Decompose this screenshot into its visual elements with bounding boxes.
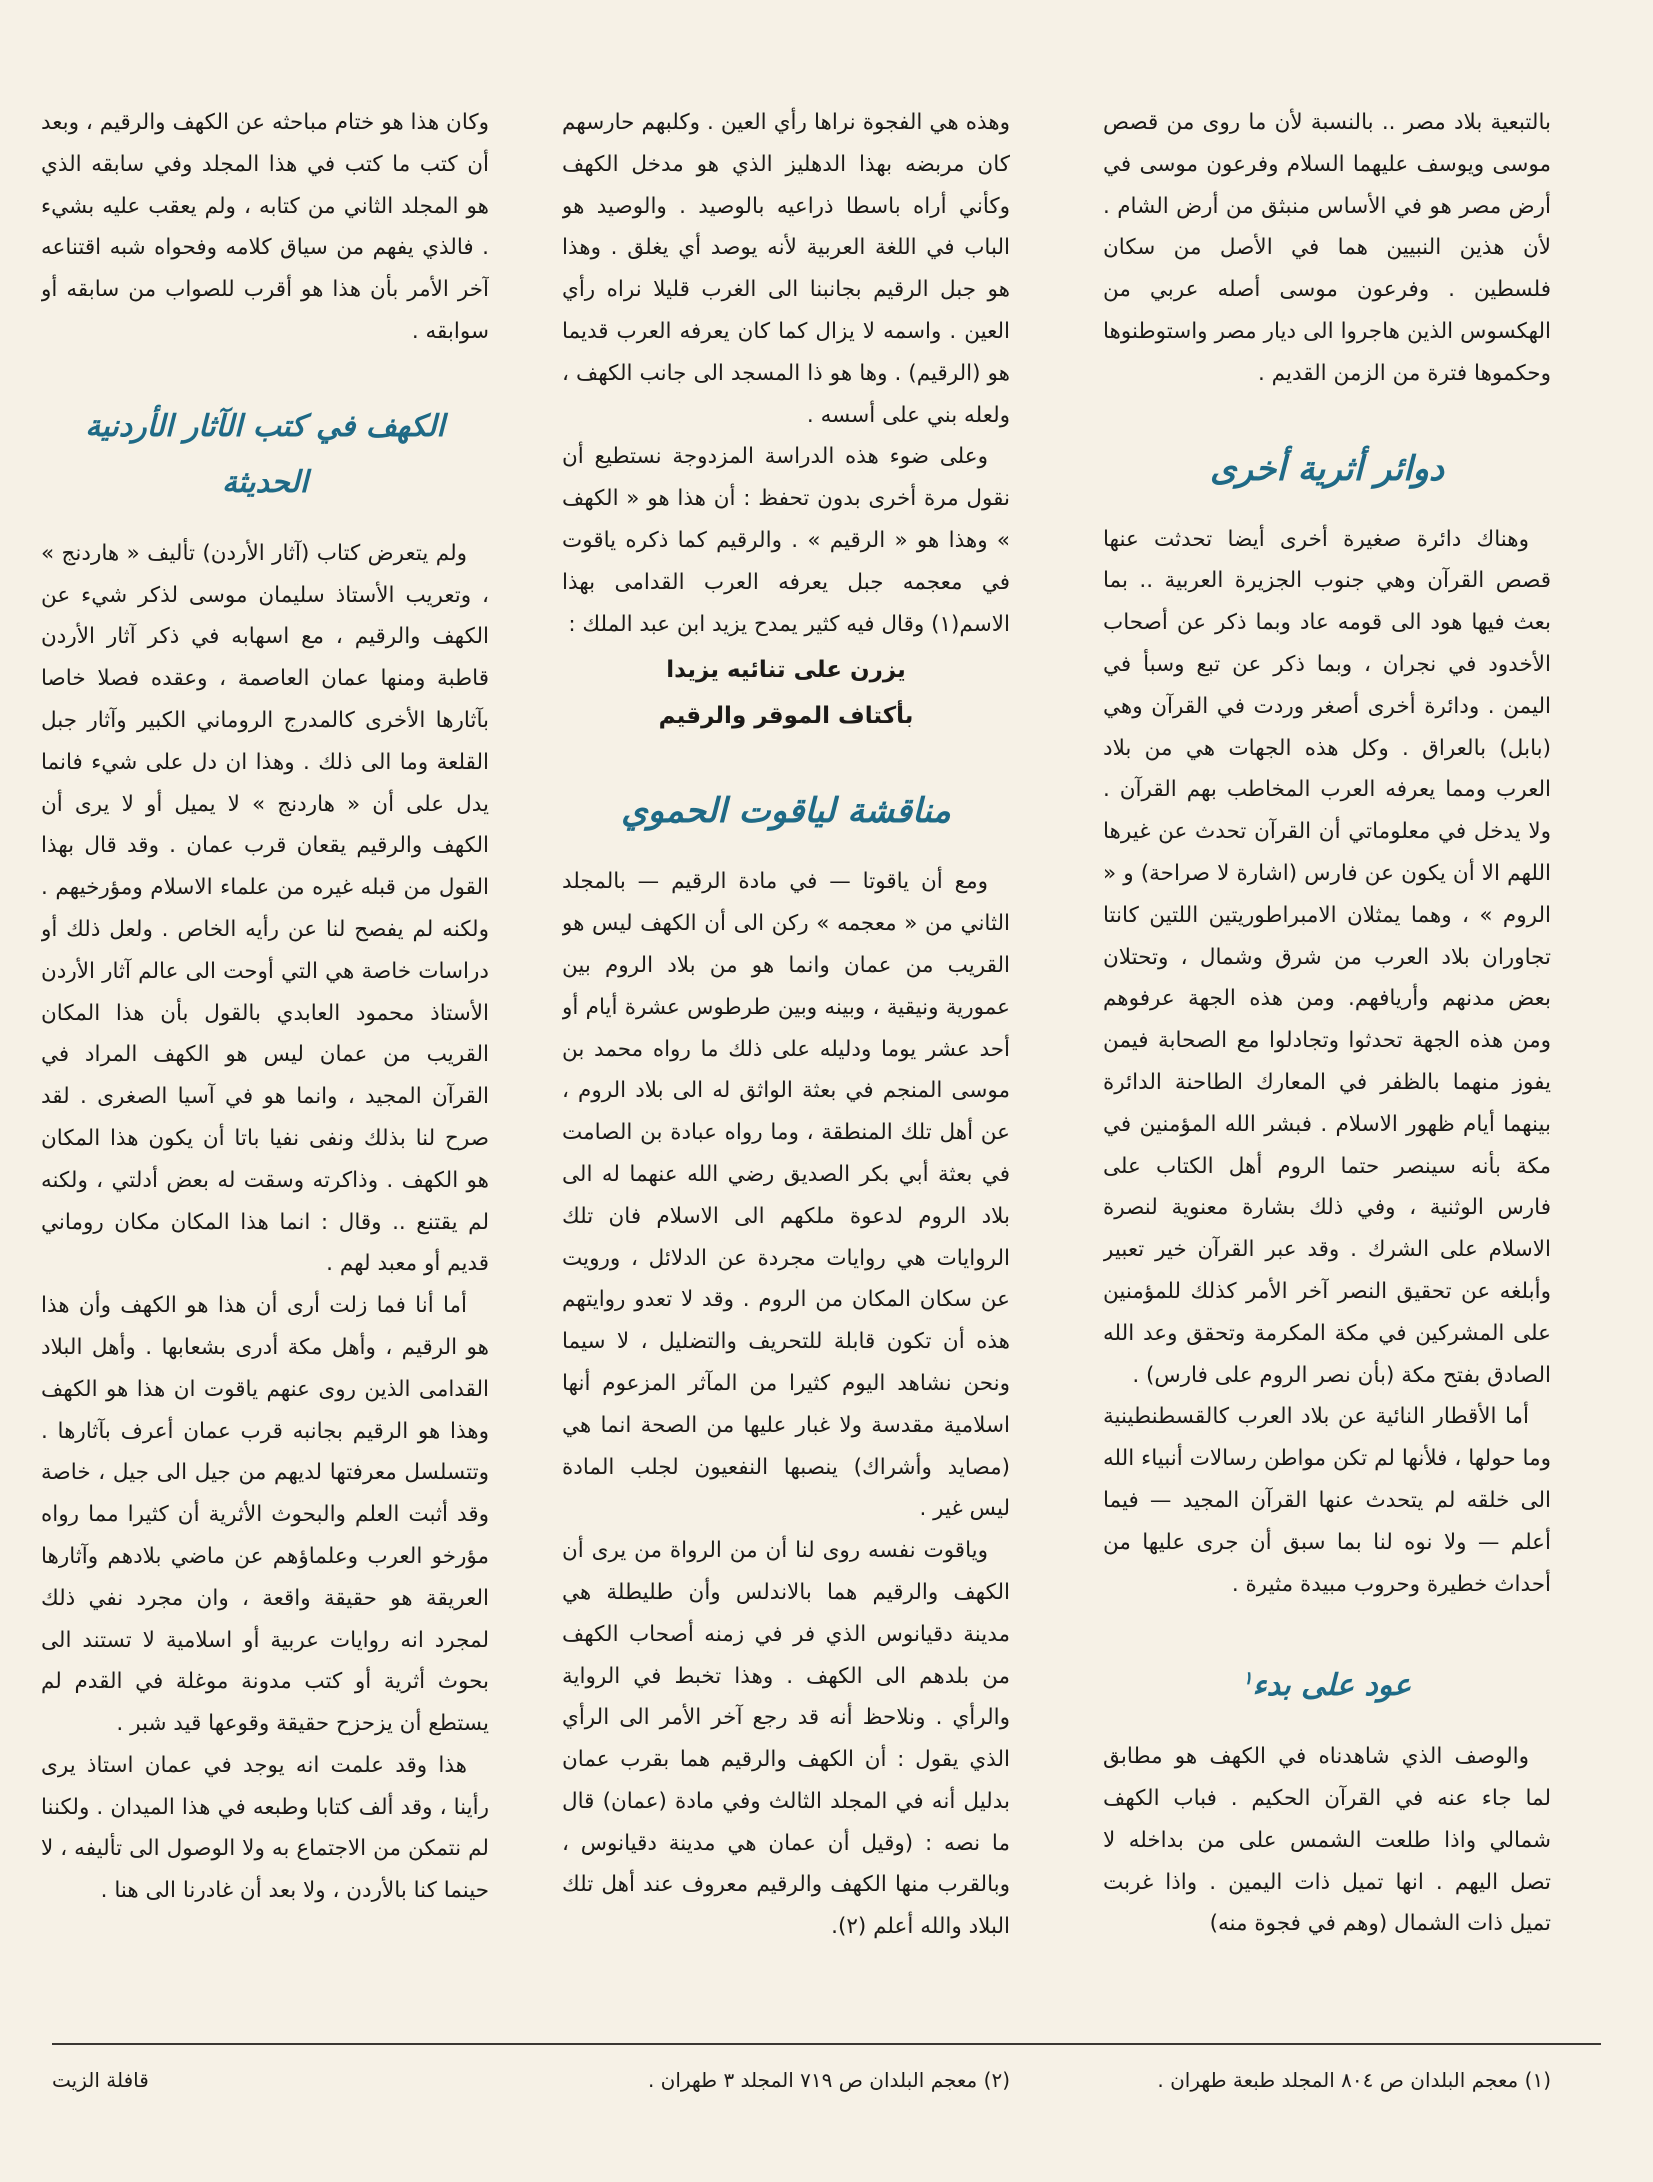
section-heading-return [1103,1651,1551,1714]
footnote-1: (١) معجم البلدان ص ٨٠٤ المجلد طبعة طهران . [1157,2068,1551,2092]
column-middle [562,102,1010,2030]
paragraph: وهذه هي الفجوة نراها رأي العين . وكلبهم حارسهم كان مربضه بهذا الدهليز الذي هو مدخل الكهف وكأني أراه باسطا ذراعيه بالوصيد . والوصيد هو الباب في اللغة العربية لأنه يوصد أي يغلق . وهذا هو جبل الرقيم بجانبنا الى الغرب قليلا نراه رأي العين . واسمه لا يزال كما كان يعرفه العرب قديما هو (الرقيم) . وها هو ذا المسجد الى جانب الكهف ، ولعله بني على أسسه . [562,110,1010,428]
section-heading-other-circles: دوائر أثرية أخرى [1209,448,1445,489]
footnote-2: (٢) معجم البلدان ص ٧١٩ المجلد ٣ طهران . [647,2068,1010,2092]
paragraph: بالتبعية بلاد مصر .. بالنسبة لأن ما روى من قصص موسى ويوسف عليهما السلام وفرعون موسى في أرض مصر هو في الأساس منبثق من أرض الشام . لأن هذين النبيين هما في الأصل من سكان فلسطين . وفرعون موسى أصله عربي من الهكسوس الذين هاجروا الى ديار مصر واستوطنوها وحكموها فترة من الزمن القديم . [1103,110,1551,386]
poem-verse-1: يزرن على تنائيه يزيدا [666,657,906,684]
paragraph: أما أنا فما زلت أرى أن هذا هو الكهف وأن هذا هو الرقيم ، وأهل مكة أدرى بشعابها . وأهل البلاد القدامى الذين روى عنهم ياقوت ان هذا هو الكهف وهذا هو الرقيم بجانبه قرب عمان أعرف بآثارها . وتتسلسل معرفتها لديهم من جيل الى جيل ، خاصة وقد أثبت العلم والبحوث الأثرية أن كثيرا مما رواه مؤرخو العرب وعلماؤهم عن ماضي بلادهم وآثارها العريقة هو حقيقة واقعة ، وان مجرد نفي ذلك لمجرد انه روايات عربية أو اسلامية لا تستند الى بحوث أثرية أو كتب مدونة موغلة في القدم لم يستطع أن يزحزح حقيقة وقوعها قيد شبر . [41,1293,489,1737]
paragraph: أما الأقطار النائية عن بلاد العرب كالقسطنطينية وما حولها ، فلأنها لم تكن مواطن رسالات أنبياء الله الى خلقه لم يتحدث عنها القرآن المجيد — فيما أعلم — ولا نوه لنا بما سبق أن جرى عليها من أحداث خطيرة وحروب مبيدة مثيرة . [1103,1404,1551,1597]
paragraph: ومع أن ياقوتا — في مادة الرقيم — بالمجلد الثاني من « معجمه » ركن الى أن الكهف ليس هو القريب من عمان وانما هو من بلاد الروم بين عمورية ونيقية ، وبينه وبين طرطوس عشرة أيام أو أحد عشر يوما ودليله على ذلك ما رواه محمد بن موسى المنجم في بعثة الواثق له الى بلاد الروم ، عن أهل تلك المنطقة ، وما رواه عبادة بن الصامت في بعثة أبي بكر الصديق رضي الله عنهما له الى بلاد الروم لدعوة ملكهم الى الاسلام فان تلك الروايات هي روايات مجردة عن الدلائل ، ورويت عن سكان المكان من الروم . وقد لا تعدو روايتهم هذه أن تكون قابلة للتحريف والتضليل ، لا سيما ونحن نشاهد اليوم كثيرا من المآثر المزعوم أنها اسلامية مقدسة ولا غبار عليها من الصحة انما هي (مصايد وأشراك) ينصبها النفعيون لجلب المادة ليس غير . [562,869,1010,1522]
paragraph: وهناك دائرة صغيرة أخرى أيضا تحدثت عنها قصص القرآن وهي جنوب الجزيرة العربية .. بما بعث فيها هود الى قومه عاد وبما ذكر عن أصحاب الأخدود في نجران ، وبما ذكر عن تبع وسبأ في اليمن . ودائرة أخرى أصغر وردت في القرآن وهي (بابل) بالعراق . وكل هذه الجهات هي من بلاد العرب ومما يعرفه العرب المخاطب بهم القرآن . ولا يدخل في معلوماتي أن القرآن تحدث عن غيرها اللهم الا أن يكون عن فارس (اشارة لا صراحة) و « الروم » ، وهما يمثلان الامبراطوريتين اللتين كانتا تجاوران بلاد العرب من شرق وشمال ، وتحتلان بعض مدنهم وأريافهم. ومن هذه الجهة عرفوهم ومن هذه الجهة تحدثوا وتجادلوا مع الصحابة فيمن يفوز منهما بالظفر في المعارك الطاحنة الدائرة بينهما أيام ظهور الاسلام . فبشر الله المؤمنين في مكة بأنه سينصر حتما الروم أهل الكتاب على فارس الوثنية ، وفي ذلك بشارة معنوية لنصرة الاسلام على الشرك . وقد عبر القرآن خير تعبير وأبلغه عن تحقيق النصر آخر الأمر كذلك للمؤمنين على المشركين في مكة المكرمة وتحقق وعد الله الصادق بفتح مكة (بأن نصر الروم على فارس) . [1103,526,1551,1388]
paragraph: وعلى ضوء هذه الدراسة المزدوجة نستطيع أن نقول مرة أخرى بدون تحفظ : أن هذا هو « الكهف » وهذا هو « الرقيم » . والرقيم كما ذكره ياقوت في معجمه جبل يعرفه العرب القدامى بهذا الاسم(١) وقال فيه كثير يمدح يزيد ابن عبد الملك : [562,444,1010,637]
poem-verse-2: بأكتاف الموقر والرقيم [658,703,914,730]
paragraph: والوصف الذي شاهدناه في الكهف هو مطابق لما جاء عنه في القرآن الحكيم . فباب الكهف شمالي واذا طلعت الشمس على من بداخله لا تصل اليهم . انها تميل ذات اليمين . واذا غربت تميل ذات الشمال (وهم في فجوة منه) [1103,1744,1551,1937]
column-left [41,102,489,2030]
magazine-name: قافلة الزيت [52,2068,149,2092]
heading-text: عود على بدء [1252,1668,1412,1704]
paragraph: وياقوت نفسه روى لنا أن من الرواة من يرى أن الكهف والرقيم هما بالاندلس وأن طليطلة هي مدينة دقيانوس الذي فر في زمنه أصحاب الكهف من بلدهم الى الكهف . وهذا تخبط في الرواية والرأي . ونلاحظ أنه قد رجع آخر الأمر الى الرأي الذي يقول : أن الكهف والرقيم هما بقرب عمان بدليل أنه في المجلد الثالث وفي مادة (عمان) قال ما نصه : (وقيل أن عمان هي مدينة دقيانوس ، وبالقرب منها الكهف والرقيم معروف عند أهل تلك البلاد والله أعلم (٢). [562,1538,1010,1940]
section-heading-jordan-books: الكهف في كتب الآثار الأردنية الحديثة [85,408,445,500]
heading-superscript: ١ [1242,1668,1253,1690]
paragraph: هذا وقد علمت انه يوجد في عمان استاذ يرى رأينا ، وقد ألف كتابا وطبعه في هذا الميدان . ولكننا لم نتمكن من الاجتماع به ولا الوصول الى تأليفه ، لا حينما كنا بالأردن ، ولا بعد أن غادرنا الى هنا . [41,1752,489,1904]
column-right [1103,102,1551,2030]
section-heading-yaqut: مناقشة لياقوت الحموي [621,791,951,832]
paragraph: وكان هذا هو ختام مباحثه عن الكهف والرقيم ، وبعد أن كتب ما كتب في هذا المجلد وفي سابقه الذي هو المجلد الثاني من كتابه ، ولم يعقب عليه بشيء . فالذي يفهم من سياق كلامه وفحواه شبه اقتناعه آخر الأمر بأن هذا هو أقرب للصواب من سابقه أو سوابقه . [41,110,489,344]
footnote-divider [52,2043,1601,2045]
paragraph: ولم يتعرض كتاب (آثار الأردن) تأليف « هاردنج » ، وتعريب الأستاذ سليمان موسى لذكر شيء عن الكهف والرقيم ، مع اسهابه في ذكر آثار الأردن قاطبة ومنها عمان العاصمة ، وعقده فصلا خاصا بآثارها الأخرى كالمدرج الروماني الكبير وآثار جبل القلعة وما الى ذلك . وهذا ان دل على شيء فانما يدل على أن « هاردنج » لا يميل أو لا يرى أن الكهف والرقيم يقعان قرب عمان . وقد قال بهذا القول من قبله غيره من علماء الاسلام ومؤرخيهم . ولكنه لم يفصح لنا عن رأيه الخاص . ولعل ذلك أو دراسات خاصة هي التي أوحت الى عالم آثار الأردن الأستاذ محمود العابدي بالقول بأن هذا المكان القريب من عمان ليس هو الكهف المراد في القرآن المجيد ، وانما هو في آسيا الصغرى . لقد صرح لنا بذلك ونفى نفيا باتا أن يكون هذا المكان هو الكهف . وذاكرته وسقت له بعض أدلتي ، ولكنه لم يقتنع .. وقال : انما هذا المكان مكان روماني قديم أو معبد لهم . [41,540,489,1277]
